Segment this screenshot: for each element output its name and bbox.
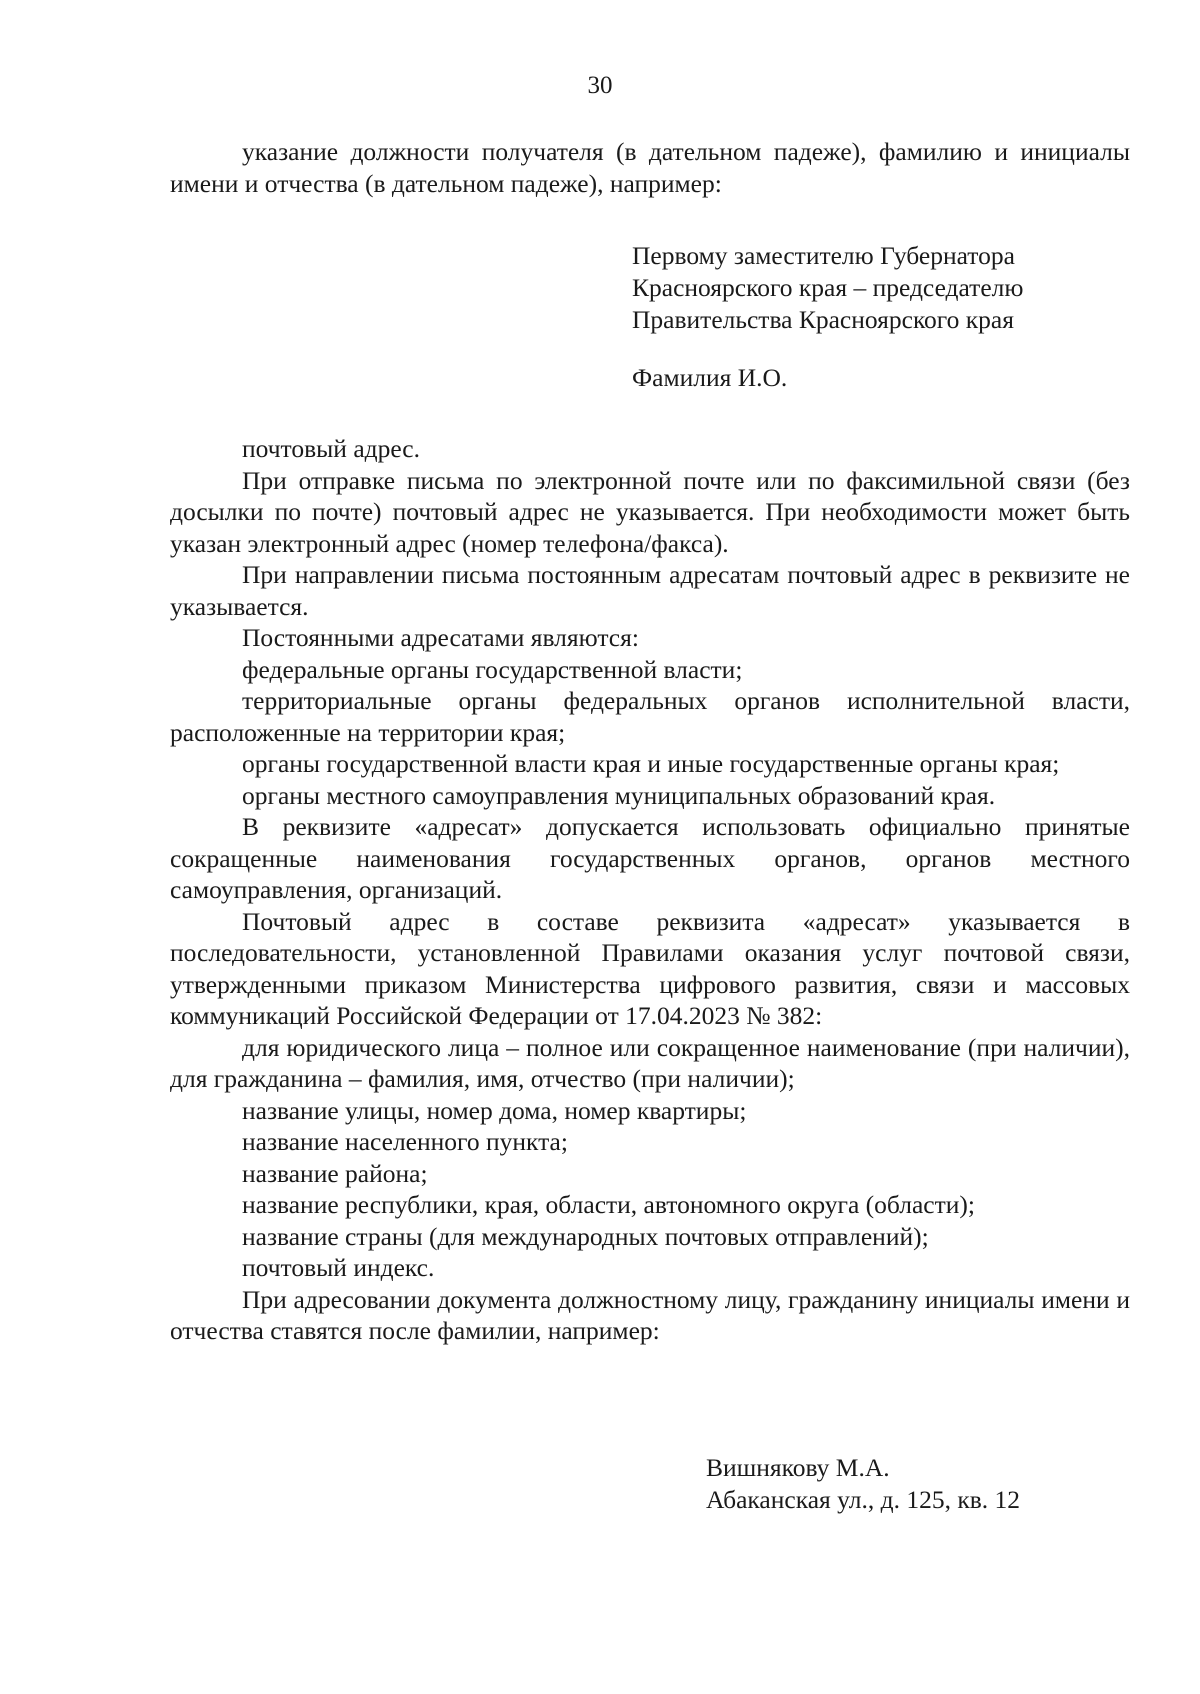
list-item: органы местного самоуправления муниципальных образований края. <box>242 780 996 810</box>
paragraph: Почтовый адрес в составе реквизита «адресат» указывается в последовательности, установленной Правилами оказания услуг почтовой связи, утвержденными приказом Министерства цифрового развития, связи и массовых коммуникаций Российской Федерации от 17.04.2023 № 382: <box>170 906 1130 1030</box>
list-item: название улицы, номер дома, номер квартиры; <box>242 1095 747 1125</box>
recipient-name: Фамилия И.О. <box>632 363 788 392</box>
page-number: 30 <box>587 72 613 99</box>
recipient-line: Правительства Красноярского края <box>632 305 1014 334</box>
paragraph: почтовый адрес. <box>242 434 421 463</box>
list-item: название страны (для международных почтовых отправлений); <box>242 1221 929 1251</box>
list-item: для юридического лица – полное или сокращенное наименование (при наличии), для гражданина – фамилия, имя, отчество (при наличии); <box>170 1032 1130 1093</box>
recipient-example-block <box>632 240 1023 336</box>
list-item: почтовый индекс. <box>242 1253 435 1282</box>
list-item: название населенного пункта; <box>242 1127 568 1156</box>
paragraph: Постоянными адресатами являются: <box>242 623 639 652</box>
paragraph: При отправке письма по электронной почте или по факсимильной связи (без досылки по почте) почтовый адрес не указывается. При необходимости может быть указан электронный адрес (номер телефона/факса). <box>170 465 1130 558</box>
paragraph: В реквизите «адресат» допускается использовать официально принятые сокращенные наименования государственных органов, органов местного самоуправления, организаций. <box>170 812 1130 904</box>
addressee-name: Вишнякову М.А. <box>706 1453 890 1482</box>
paragraph: При адресовании документа должностному лицу, гражданину инициалы имени и отчества ставятся после фамилии, например: <box>170 1284 1130 1345</box>
recipient-line: Красноярского края – председателю <box>632 273 1024 302</box>
list-item: название республики, края, области, автономного округа (области); <box>242 1190 975 1219</box>
list-item: федеральные органы государственной власти; <box>242 654 743 684</box>
intro-block <box>170 136 1130 199</box>
intro-paragraph: указание должности получателя (в дательном падеже), фамилию и инициалы имени и отчества (в дательном падеже), например: <box>170 137 1130 198</box>
addressee-address: Абаканская ул., д. 125, кв. 12 <box>706 1485 1021 1514</box>
addressee-example-block <box>706 1452 1020 1516</box>
recipient-name-example <box>632 362 787 394</box>
paragraph: При направлении письма постоянным адресатам почтовый адрес в реквизите не указывается. <box>170 560 1130 621</box>
list-item: территориальные органы федеральных органов исполнительной власти, расположенные на территории края; <box>170 686 1130 747</box>
recipient-line: Первому заместителю Губернатора <box>632 241 1015 270</box>
list-item: название района; <box>242 1158 428 1188</box>
body-block <box>170 433 1130 1347</box>
list-item: органы государственной власти края и иные государственные органы края; <box>242 749 1060 778</box>
